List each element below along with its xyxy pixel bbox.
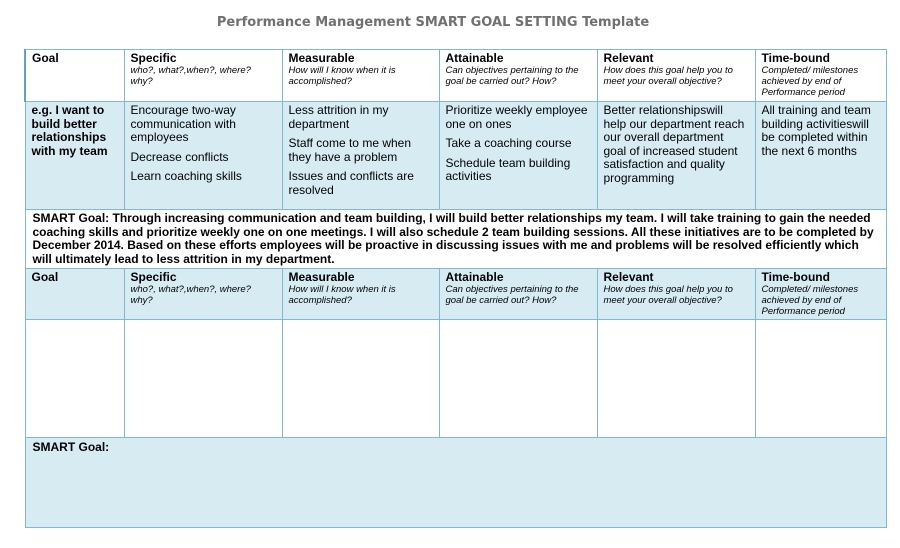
header-timebound: Time-bound Completed/ milestones achieved by end of Performance period [755, 50, 886, 102]
blank-specific-cell[interactable] [124, 320, 282, 438]
smart-goal-blank-row [25, 438, 886, 528]
header-row-2 [25, 269, 886, 320]
header2-specific: Specific who?, what?,when?, where? why? [124, 269, 282, 320]
example-measurable-cell[interactable] [282, 102, 439, 210]
header-specific: Specific who?, what?,when?, where? why? [124, 50, 282, 102]
blank-attainable-cell[interactable] [439, 320, 597, 438]
header2-relevant: Relevant How does this goal help you to meet your overall objective? [597, 269, 755, 320]
smart-goal-table [24, 49, 887, 528]
specific-item: Encourage two-way communication with employees [130, 103, 236, 144]
blank-measurable-cell[interactable] [282, 320, 439, 438]
example-relevant-cell[interactable] [597, 102, 755, 210]
header-measurable: Measurable How will I know when it is accomplished? [282, 50, 439, 102]
header2-measurable: Measurable How will I know when it is accomplished? [282, 269, 439, 320]
example-row [25, 102, 886, 210]
example-specific-cell[interactable] [124, 102, 282, 210]
header-relevant: Relevant How does this goal help you to meet your overall objective? [597, 50, 755, 102]
document-title: Performance Management SMART GOAL SETTING Template [216, 15, 650, 30]
specific-item: Learn coaching skills [130, 169, 242, 183]
header-attainable: Attainable Can objectives pertaining to the goal be carried out? How? [439, 50, 597, 102]
relevant-item: Better relationshipswill help our department reach our overall department goal of increased student satisfaction and quality programming [603, 103, 745, 185]
measurable-item: Less attrition in my department [288, 103, 389, 131]
header-row [25, 50, 886, 102]
example-attainable-cell[interactable] [439, 102, 597, 210]
blank-goal-cell[interactable] [25, 320, 124, 438]
header-goal: Goal [25, 50, 124, 102]
measurable-item: Staff come to me when they have a problem [288, 136, 412, 164]
example-timebound-cell[interactable] [755, 102, 886, 210]
blank-timebound-cell[interactable] [755, 320, 886, 438]
header2-timebound: Time-bound Completed/ milestones achieved by end of Performance period [755, 269, 886, 320]
header2-attainable: Attainable Can objectives pertaining to the goal be carried out? How? [439, 269, 597, 320]
smart-goal-blank-cell[interactable]: SMART Goal: [25, 438, 886, 528]
smart-goal-example-row [25, 210, 886, 269]
smart-goal-example-text[interactable]: SMART Goal: Through increasing communication and team building, I will build better relationships my team. I will take training to gain the needed coaching skills and prioritize weekly one on one meetings. I will also schedule 2 team building sessions. All these initiatives are to be completed by December 2014. Based on these efforts employees will be proactive in discussing issues with me and problems will be resolved efficiently which will ultimately lead to less attrition in my department. [25, 210, 886, 269]
blank-relevant-cell[interactable] [597, 320, 755, 438]
specific-item: Decrease conflicts [130, 149, 229, 164]
blank-goal-row [25, 320, 886, 438]
measurable-item: Issues and conflicts are resolved [288, 169, 414, 197]
attainable-item: Take a coaching course [445, 136, 572, 150]
timebound-item: All training and team building activitieswill be completed within the next 6 months [761, 103, 871, 158]
attainable-item: Schedule team building activities [445, 155, 571, 183]
attainable-item: Prioritize weekly employee one on ones [445, 103, 588, 131]
header2-goal: Goal [25, 269, 124, 320]
example-goal-cell[interactable]: e.g. I want to build better relationships with my team [25, 102, 124, 210]
